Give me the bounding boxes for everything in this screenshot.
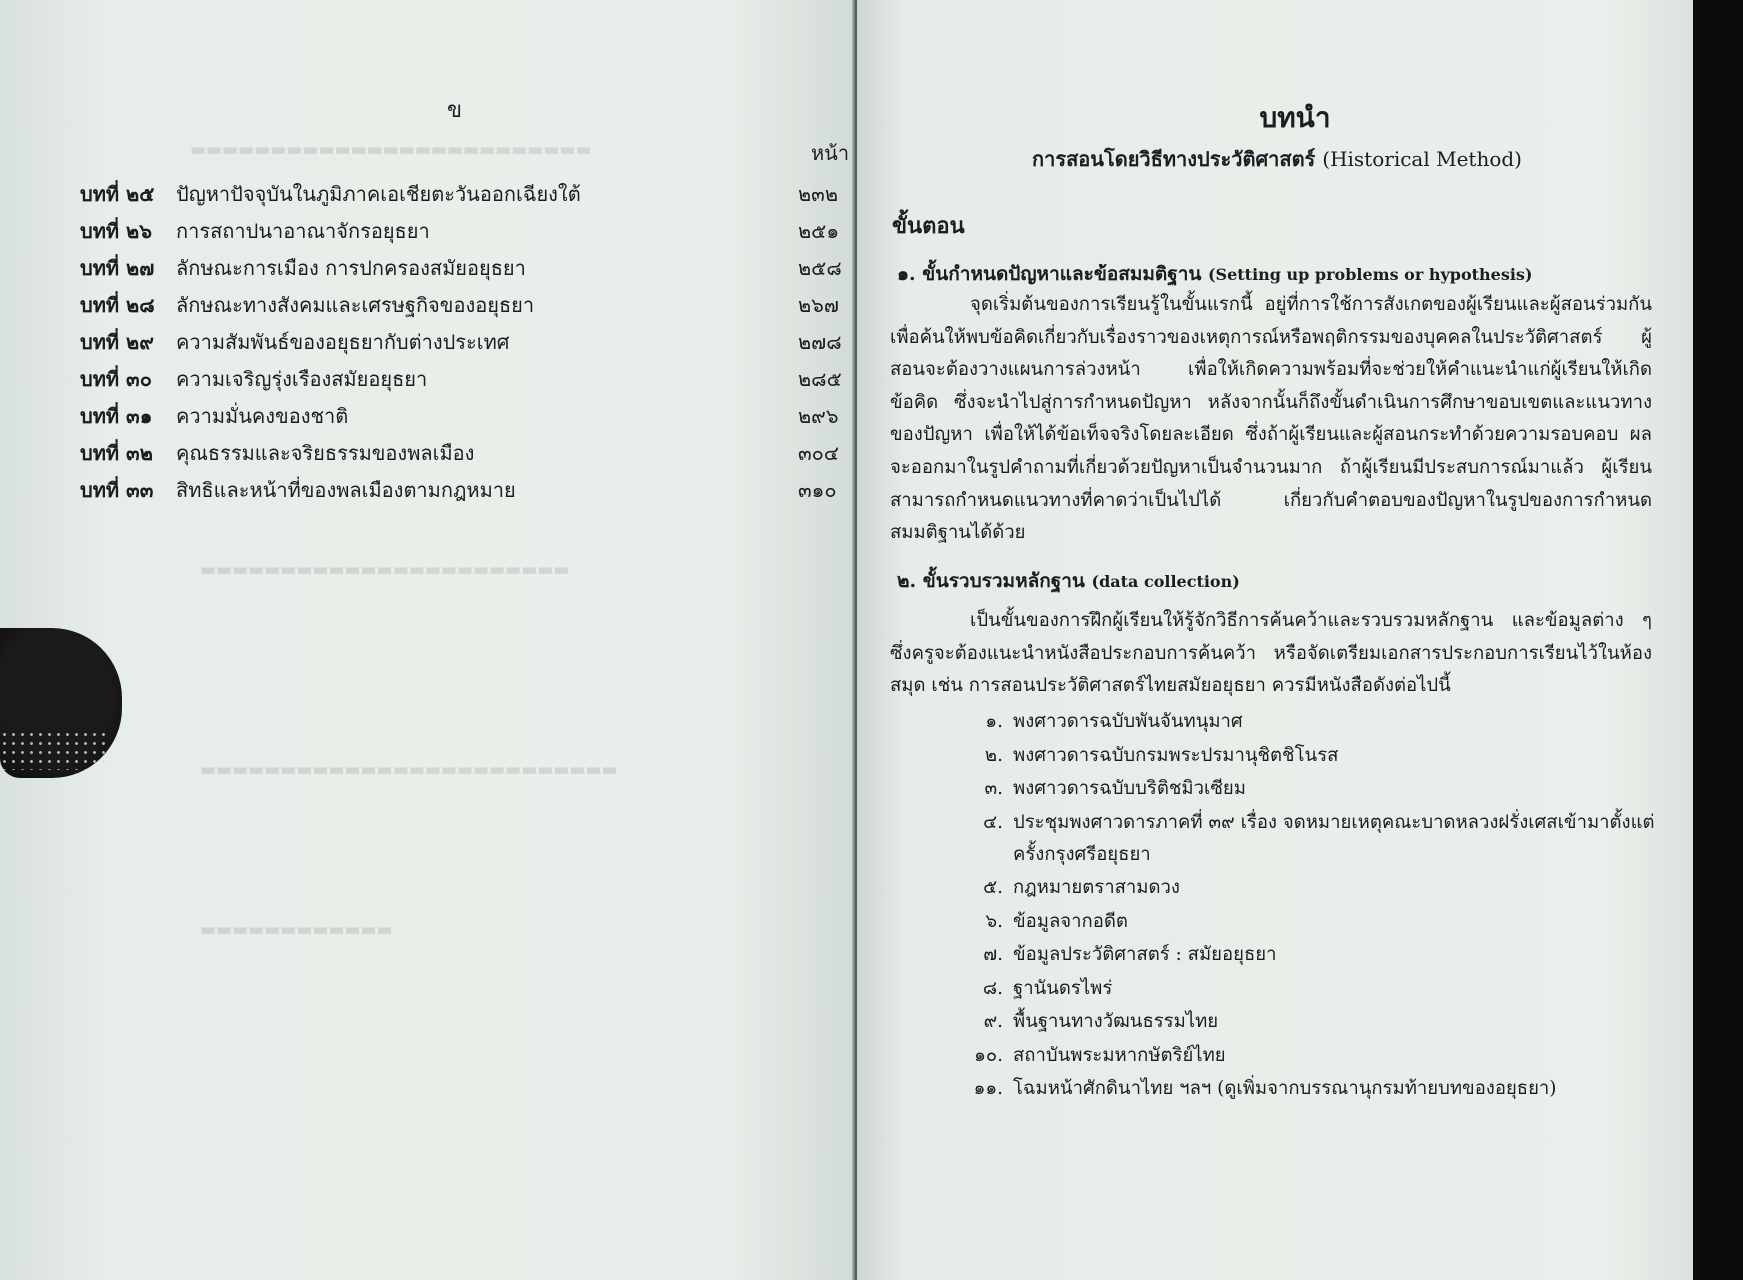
list-text: พงศาวดารฉบับกรมพระปรมานุชิตชิโนรส [1013,744,1339,766]
bleed-through-text: ▬▬▬▬▬▬▬▬▬▬▬▬▬▬▬▬▬▬▬▬▬▬▬▬▬ [190,140,592,160]
toc-chapter: บทที่ ๒๖ [80,219,152,243]
toc-chapter: บทที่ ๒๗ [80,256,155,280]
list-text: พงศาวดารฉบับบริติชมิวเซียม [1013,778,1246,799]
list-number: ๒. [984,744,1003,766]
toc-row [80,474,845,511]
toc-chapter: บทที่ ๓๑ [80,404,153,428]
toc-page-number: ๒๖๗ [798,293,839,317]
step1-heading [897,259,1533,289]
list-text: พื้นฐานทางวัฒนธรรมไทย [1013,1011,1219,1032]
page-column-header: หน้า [811,141,850,165]
scan-background-edge [1693,0,1743,1280]
step2-body: เป็นขั้นของการฝึกผู้เรียนให้รู้จักวิธีการค้นคว้าและรวบรวมหลักฐาน และข้อมูลต่าง ๆ ซึ่งครูจะต้องแนะนำหนังสือประกอบการค้นคว้า หรือจัดเตรียมเอกสารประกอบการเรียนไว้ในห้องสมุด เช่น การสอนประวัติศาสตร์ไทยสมัยอยุธยา ควรมีหนังสือดังต่อไปนี้ [890,610,1652,697]
bleed-through-text: ▬▬▬▬▬▬▬▬▬▬▬▬▬▬▬▬▬▬▬▬▬▬▬▬▬▬ [200,760,618,780]
toc-chapter: บทที่ ๒๘ [80,293,155,317]
bleed-through-text: ▬▬▬▬▬▬▬▬▬▬▬▬▬▬▬▬▬▬▬▬▬▬▬ [200,560,570,580]
step2-heading-thai: ๒. ขั้นรวบรวมหลักฐาน [897,570,1085,592]
toc-page-number: ๒๘๕ [798,367,842,391]
list-text: ฐานันดรไพร่ [1013,977,1113,999]
list-number: ๔. [983,811,1003,833]
book-list [955,706,1655,1107]
left-page [0,0,855,1280]
step1-paragraph [890,289,1652,550]
toc-page-number: ๓๑๐ [798,478,837,502]
list-item [955,973,1655,1005]
list-number: ๘. [982,977,1003,999]
list-text: กฎหมายตราสามดวง [1013,877,1180,898]
list-text: ข้อมูลจากอดีต [1013,910,1128,932]
toc-row [80,215,845,252]
toc-page-number: ๒๕๑ [798,219,840,243]
list-number: ๓. [984,778,1003,799]
toc-page-number: ๓๐๔ [798,441,840,465]
step1-heading-thai: ๑. ขั้นกำหนดปัญหาและข้อสมมติฐาน [897,263,1202,285]
list-item [955,1006,1655,1038]
steps-heading: ขั้นตอน [892,213,965,239]
toc-row [80,326,845,363]
list-text: ข้อมูลประวัติศาสตร์ : สมัยอยุธยา [1013,944,1277,965]
list-number: ๖. [985,910,1003,932]
list-item [955,773,1655,805]
toc-row [80,178,845,215]
list-text: สถาบันพระมหากษัตริย์ไทย [1013,1044,1226,1066]
toc-row [80,437,845,474]
toc-page-number: ๒๙๖ [798,404,839,428]
chapter-subtitle [1032,143,1522,175]
list-number: ๑๑. [973,1078,1003,1099]
tab-texture [0,730,110,770]
toc-title: คุณธรรมและจริยธรรมของพลเมือง [176,441,475,465]
table-of-contents [80,178,845,511]
list-text: ประชุมพงศาวดารภาคที่ ๓๙ เรื่อง จดหมายเหตุคณะบาดหลวงฝรั่งเศสเข้ามาตั้งแต่ครั้งกรุงศรีอยุธยา [1013,811,1655,865]
toc-chapter: บทที่ ๓๒ [80,441,153,465]
list-number: ๕. [983,877,1003,898]
step2-heading [897,566,1240,596]
step1-body: จุดเริ่มต้นของการเรียนรู้ในขั้นแรกนี้ อยู่ที่การใช้การสังเกตของผู้เรียนและผู้สอนร่วมกัน เพื่อค้นให้พบข้อคิดเกี่ยวกับเรื่องราวของเหตุการณ์หรือพฤติกรรมของบุคคลในประวัติศาสตร์ ผู้สอนจะต้องวางแผนการล่วงหน้า เพื่อให้เกิดความพร้อมที่จะช่วยให้คำแนะนำแก่ผู้เรียนให้เกิดข้อคิด ซึ่งจะนำไปสู่การกำหนดปัญหา หลังจากนั้นก็ถึงขั้นดำเนินการศึกษาขอบเขตและแนวทางของปัญหา เพื่อให้ได้ข้อเท็จจริงโดยละเอียด ซึ่งถ้าผู้เรียนและผู้สอนกระทำด้วยความรอบคอบ ผลจะออกมาในรูปคำถามที่เกี่ยวด้วยปัญหาเป็นจำนวนมาก ถ้าผู้เรียนมีประสบการณ์มาแล้ว ผู้เรียนสามารถกำหนดแนวทางที่คาดว่าเป็นไปได้ เกี่ยวกับคำตอบของปัญหาในรูปของการกำหนดสมมติฐานได้ด้วย [890,294,1652,544]
toc-page-number: ๒๗๘ [798,330,842,354]
step2-paragraph [890,605,1652,703]
list-item [955,807,1655,871]
list-item [955,1073,1655,1105]
toc-row [80,252,845,289]
list-text: โฉมหน้าศักดินาไทย ฯลฯ (ดูเพิ่มจากบรรณานุกรมท้ายบทของอยุธยา) [1013,1078,1557,1099]
toc-chapter: บทที่ ๒๕ [80,182,155,206]
toc-title: ความสัมพันธ์ของอยุธยากับต่างประเทศ [176,330,510,354]
page-letter: ข [447,98,463,123]
list-text: พงศาวดารฉบับพันจันทนุมาศ [1013,711,1243,732]
list-item [955,706,1655,738]
toc-page-number: ๒๕๘ [798,256,842,280]
toc-chapter: บทที่ ๓๐ [80,367,152,391]
list-item [955,939,1655,971]
toc-title: ปัญหาปัจจุบันในภูมิภาคเอเชียตะวันออกเฉียงใต้ [176,182,581,206]
toc-title: ลักษณะการเมือง การปกครองสมัยอยุธยา [176,256,526,280]
toc-title: ความมั่นคงของชาติ [176,404,349,428]
toc-chapter: บทที่ ๓๓ [80,478,154,502]
list-number: ๑๐. [974,1044,1003,1066]
list-item [955,740,1655,772]
step1-heading-english: (Setting up problems or hypothesis) [1207,265,1533,284]
list-item [955,1040,1655,1072]
subtitle-english: (Historical Method) [1322,147,1522,171]
list-number: ๑. [985,711,1003,732]
subtitle-thai: การสอนโดยวิธีทางประวัติศาสตร์ [1032,147,1316,171]
toc-title: สิทธิและหน้าที่ของพลเมืองตามกฎหมาย [176,478,516,502]
bleed-through-text: ▬▬▬▬▬▬▬▬▬▬▬▬ [200,920,393,940]
toc-row [80,400,845,437]
toc-row [80,289,845,326]
toc-title: ลักษณะทางสังคมและเศรษฐกิจของอยุธยา [176,293,535,317]
toc-row [80,363,845,400]
toc-page-number: ๒๓๒ [798,182,839,206]
toc-title: การสถาปนาอาณาจักรอยุธยา [176,219,430,243]
toc-chapter: บทที่ ๒๙ [80,330,154,354]
list-number: ๙. [983,1011,1003,1032]
toc-title: ความเจริญรุ่งเรืองสมัยอยุธยา [176,367,428,391]
list-item [955,872,1655,904]
list-number: ๗. [983,944,1003,965]
chapter-title: บทนำ [1259,101,1331,134]
list-item [955,906,1655,938]
step2-heading-english: (data collection) [1091,572,1240,591]
